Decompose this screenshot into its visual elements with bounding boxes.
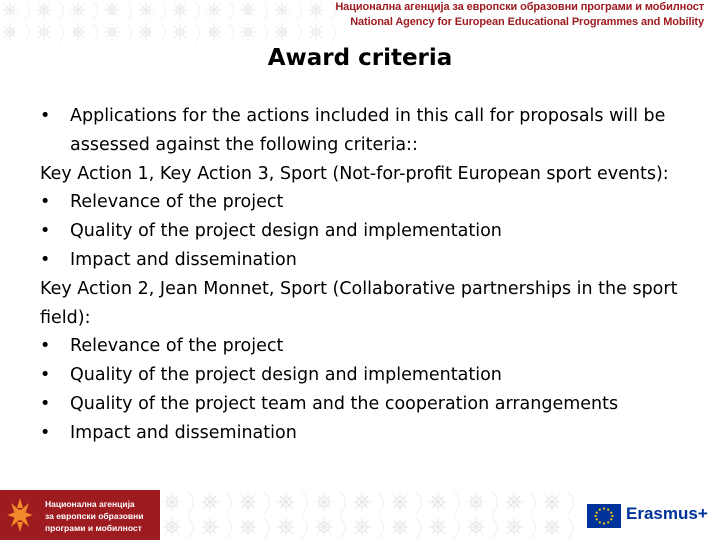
criteria-list-item [40,217,700,246]
intro-list-item [40,102,700,160]
criteria-list-item [40,361,700,390]
agency-logo-text [45,498,144,534]
eu-flag-icon [587,504,621,528]
slide-title: Award criteria [267,45,453,71]
slide-content [40,102,700,448]
national-agency-logo [0,490,160,540]
criteria-list-item [40,332,700,361]
criteria-group-heading-2: Key Action 2, Jean Monnet, Sport (Collaborative partnerships in the sport field): [40,278,678,328]
criteria-list-item [40,390,700,419]
bullet-marker: • [40,365,51,386]
agency-name-macedonian: Национална агенција за европски образовни програми и мобилност [335,1,704,13]
bullet-marker: • [40,106,51,126]
agency-name-english: National Agency for European Educational Programmes and Mobility [350,16,704,28]
criteria-item-text: Relevance of the project [70,192,284,213]
criteria-list-item [40,419,700,448]
intro-text: Applications for the actions included in this call for proposals will be assessed against the following criteria:: [70,106,666,155]
criteria-item-text: Impact and dissemination [70,422,297,443]
erasmus-plus-logo [578,490,720,540]
bullet-marker: • [40,393,51,414]
criteria-list-item [40,188,700,217]
criteria-item-text: Relevance of the project [70,336,284,357]
bullet-marker: • [40,422,51,443]
footer [0,490,720,540]
criteria-item-text: Quality of the project design and implementation [70,221,502,242]
sun-symbol-icon [5,494,35,536]
bullet-marker: • [40,192,51,213]
criteria-item-text: Impact and dissemination [70,249,297,270]
footer-decorative-pattern [160,490,578,540]
agency-logo-line: Национална агенција [45,499,135,509]
agency-logo-line: за европски образовни [45,511,144,521]
criteria-list-item [40,246,700,275]
criteria-item-text: Quality of the project team and the cooperation arrangements [70,393,619,414]
criteria-group-heading-1: Key Action 1, Key Action 3, Sport (Not-for-profit European sport events): [40,163,669,184]
bullet-marker: • [40,249,51,270]
agency-header [304,0,704,30]
bullet-marker: • [40,221,51,242]
bullet-marker: • [40,336,51,357]
agency-logo-line: програми и мобилност [45,523,142,533]
criteria-item-text: Quality of the project design and implementation [70,365,502,386]
erasmus-plus-wordmark: Erasmus+ [626,504,708,523]
